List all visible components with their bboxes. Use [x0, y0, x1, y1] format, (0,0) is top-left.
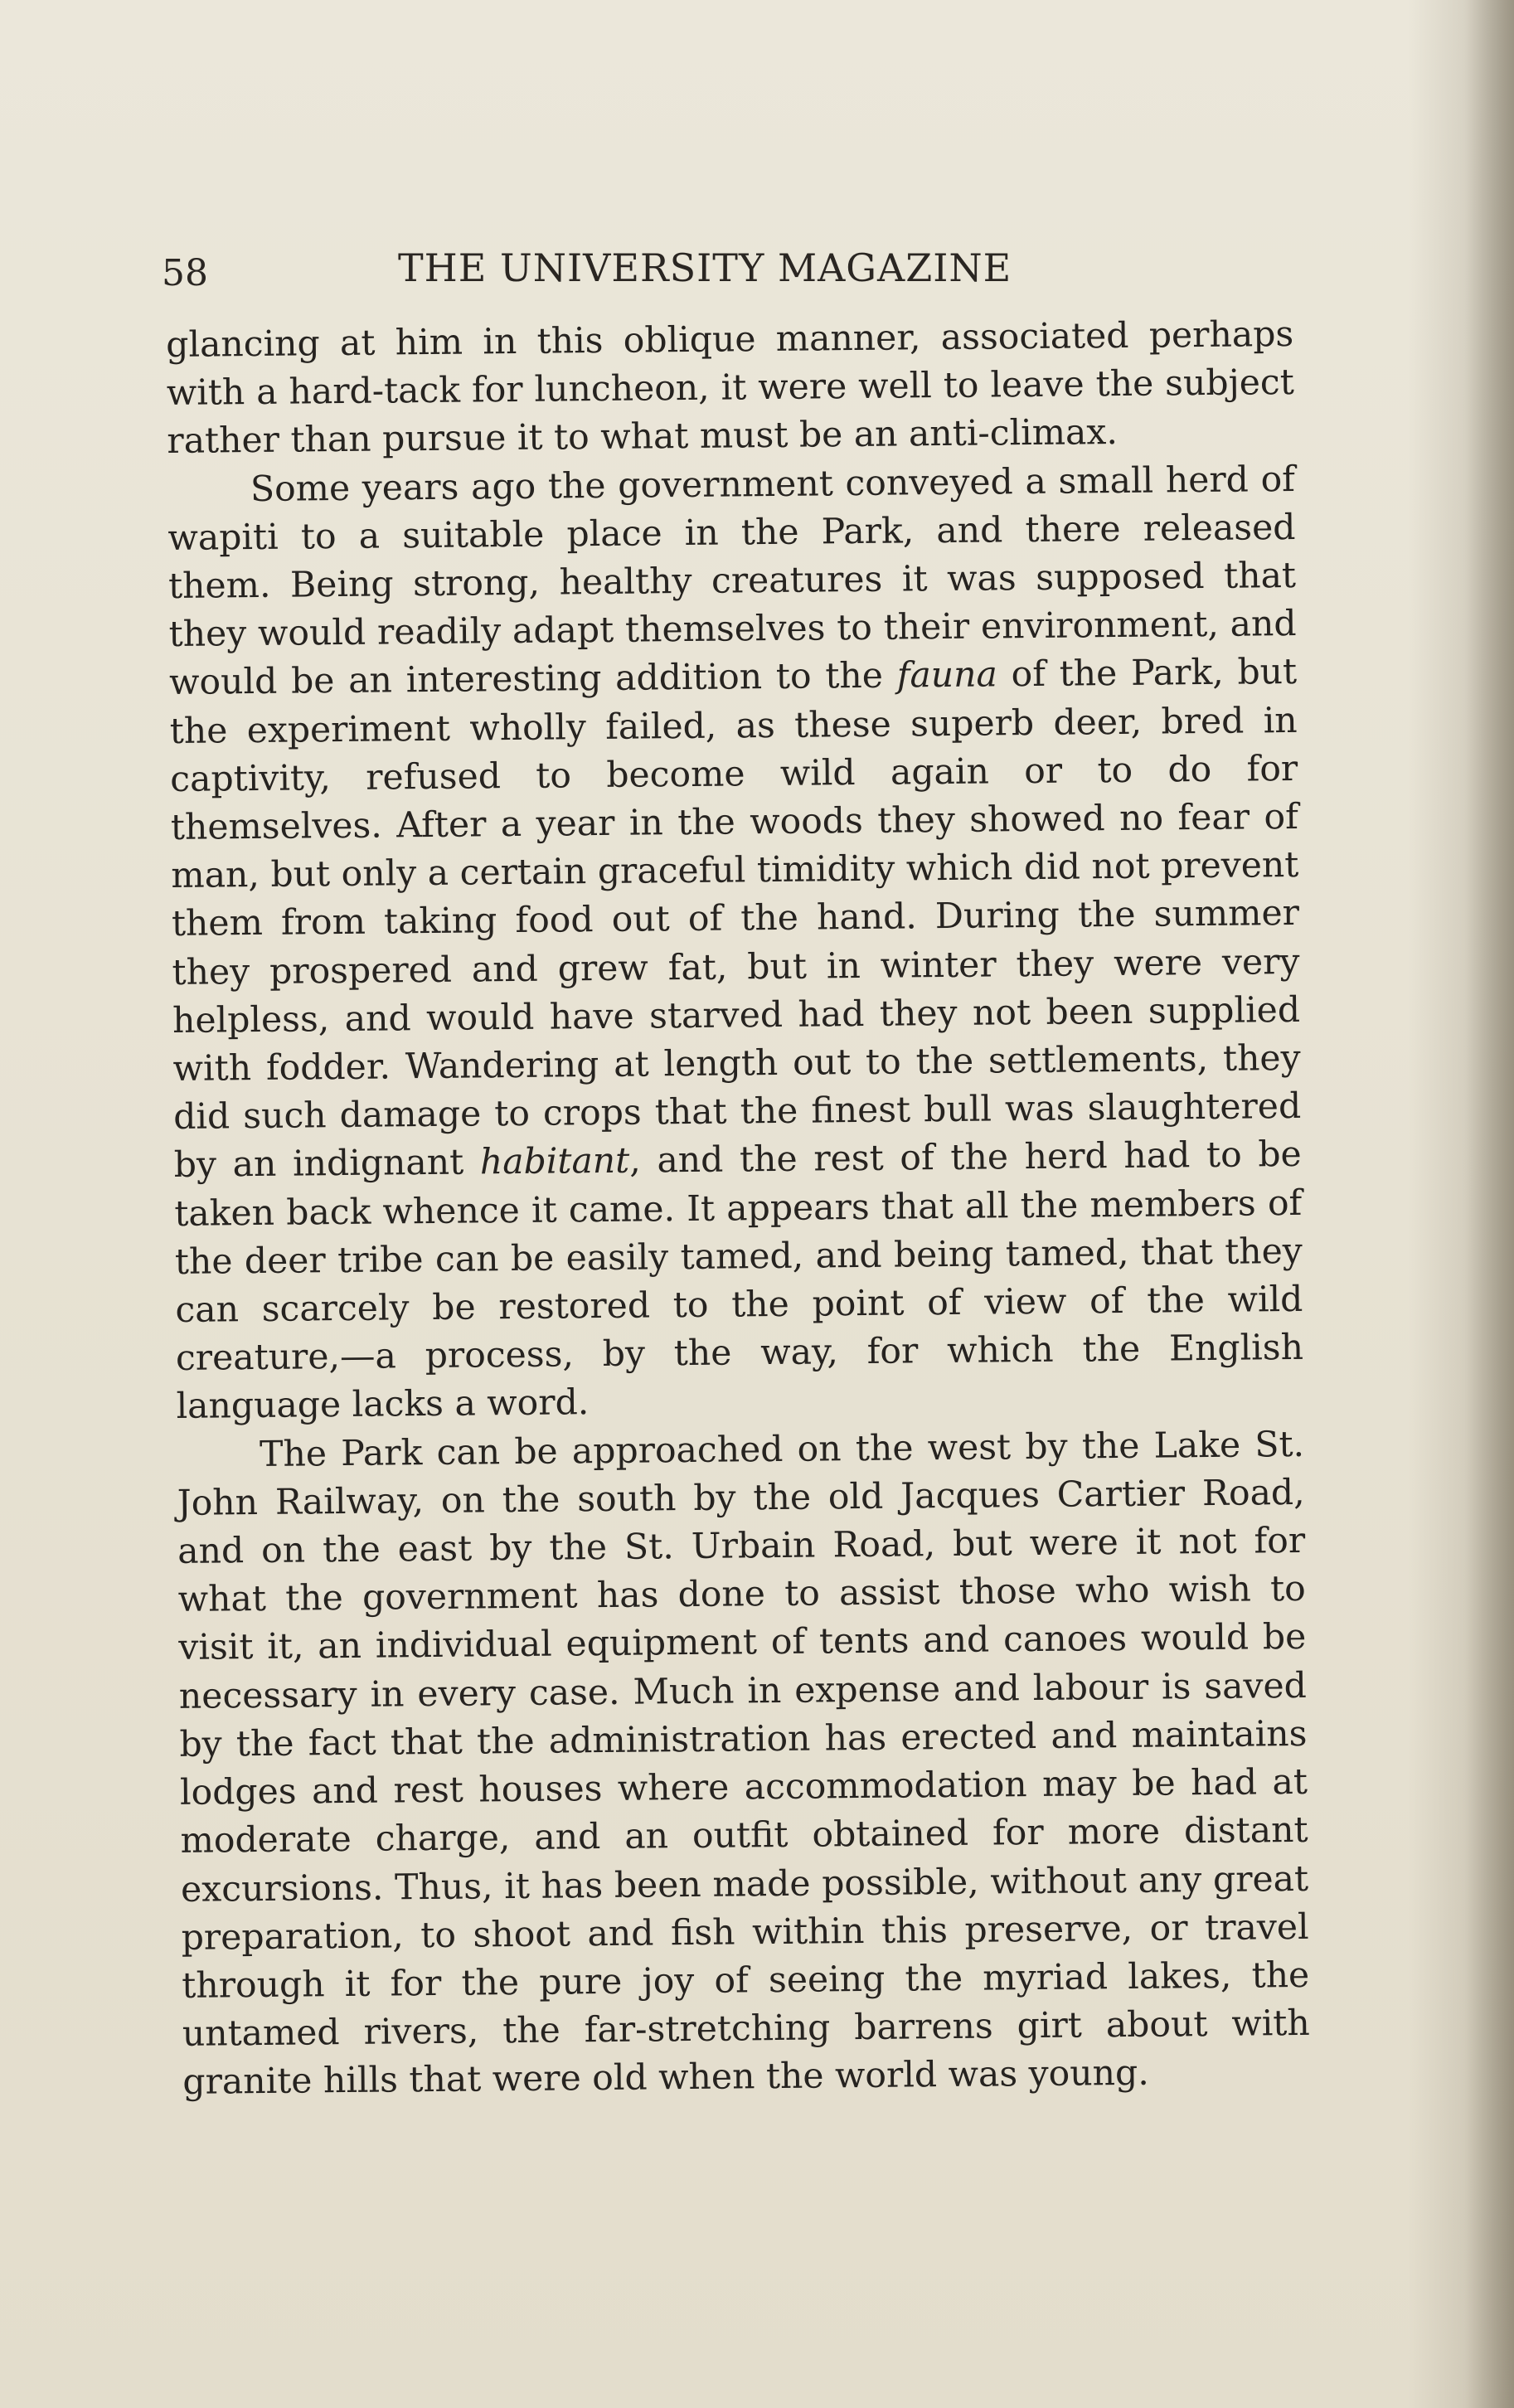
paragraph	[177, 1421, 1311, 2108]
text-run: Some years ago the government conveyed a small herd of wapiti to a suitable place in the Park, and there released them. Being strong, healthy creatures it was supposed that they would readily adapt themselves to their environment, and would be an interesting addition to the	[167, 459, 1297, 704]
body-text	[166, 311, 1311, 2107]
text-run: , and the rest of the herd had to be taken back whence it came. It appears that all the members of the deer tribe can be easily tamed, and being tamed, that they can scarcely be restored to the point of view of the wild creature,—a process, by the way, for which the English language lacks a word.	[174, 1134, 1304, 1428]
text-run: of the Park, but the experiment wholly failed, as these superb deer, bred in captivity, refused to become wild again or to do for themselves. After a year in the woods they showed no fear of man, but only a certain graceful timidity which did not prevent them from taking food out of the hand. During the summer they prospered and grew fat, but in winter they were very helpless, and would have starved had they not been supplied with fodder. Wandering at length out to the settlements, they did such damage to crops that the finest bull was slaughtered by an indignant	[169, 652, 1302, 1187]
paragraph	[167, 456, 1304, 1432]
text-run: glancing at him in this oblique manner, associated perhaps with a hard-tack for luncheon, it were well to leave the subject rather than pursue it to what must be an anti-climax.	[166, 313, 1295, 463]
italic-word-fauna: fauna	[896, 654, 998, 697]
page-edge-shadow	[1464, 0, 1514, 2408]
italic-word-habitant: habitant	[479, 1141, 630, 1183]
text-run: The Park can be approached on the west by the Lake St. John Railway, on the south by the old Jacques Cartier Road, and on the east by the St. Urbain Road, but were it not for what the government has done to assist those who wish to visit it, an individual equipment of tents and canoes would be necessary in every case. Much in expense and labour is saved by the fact that the administration has erected and maintains lodges and rest houses where accommodation may be had at moderate charge, and an outfit obtained for more distant excursions. Thus, it has been made possible, without any great preparation, to shoot and fish within this preserve, or travel through it for the pure joy of seeing the myriad lakes, the untamed rivers, the far-stretching barrens girt about with granite hills that were old when the world was young.	[177, 1424, 1311, 2104]
page-header	[162, 240, 1331, 299]
running-head: THE UNIVERSITY MAGAZINE	[398, 245, 1012, 290]
page-number: 58	[162, 252, 208, 294]
paragraph	[166, 311, 1295, 467]
